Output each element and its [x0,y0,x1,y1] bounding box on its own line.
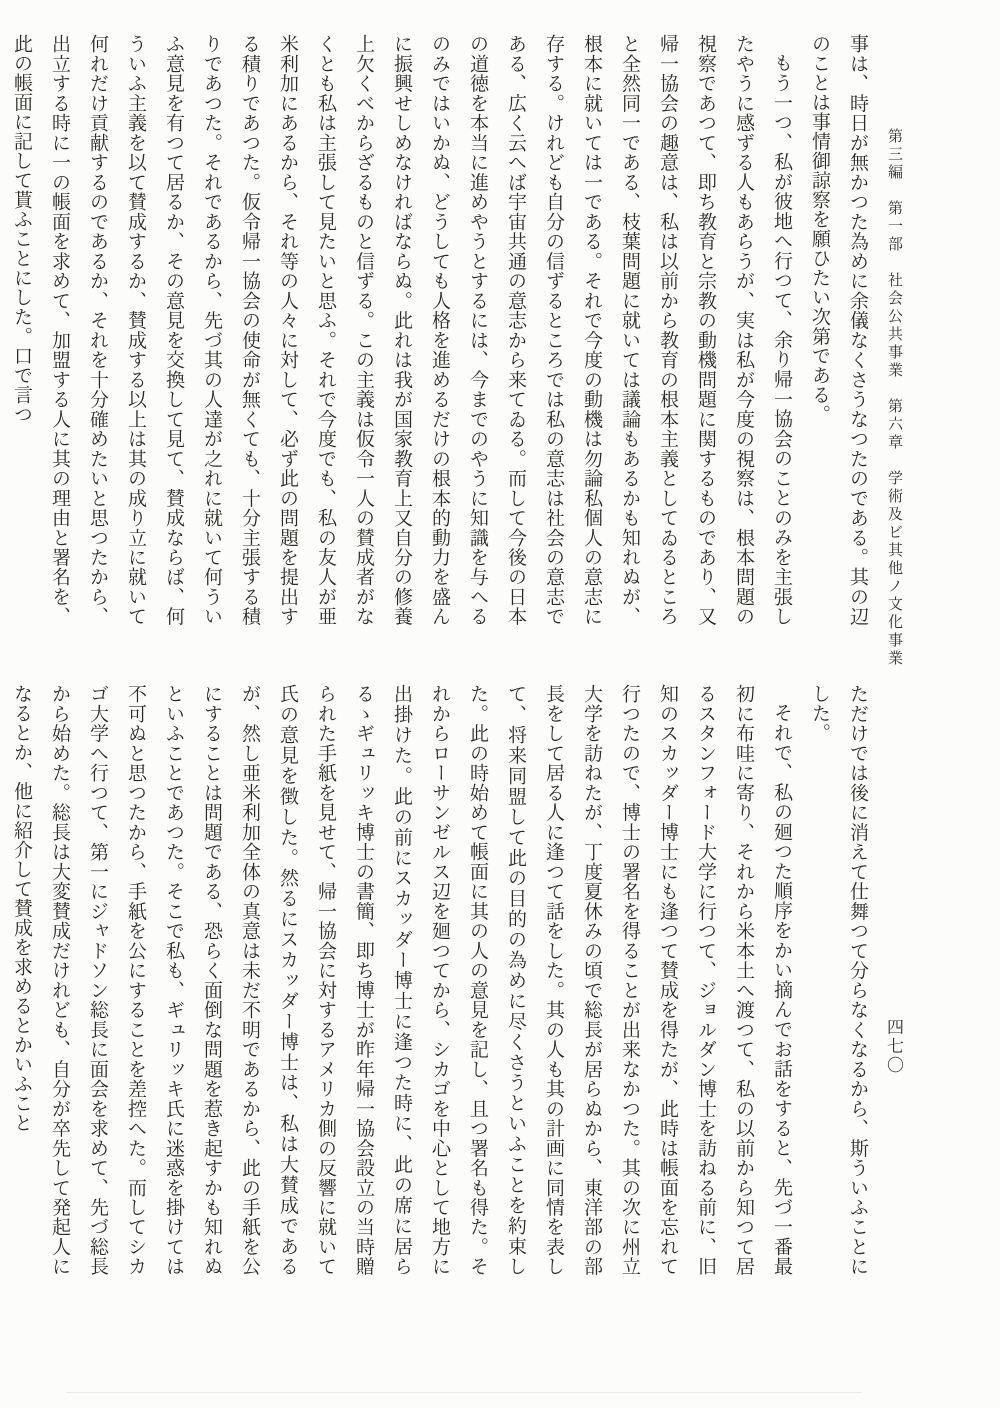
paragraph-continuation: 事は、時日が無かつた為めに余儀なくさうなつたのである。其の辺のことは事情御諒察を願ひたい次第である。 [809,34,868,626]
page-number: 四七〇 [884,1018,903,1075]
paragraph: それで、私の廻つた順序をかい摘んでお話をすると、先づ一番最初に布哇に寄り、それから米本土へ渡つて、私の以前から知つて居るスタンフォード大学に行つて、ジョルダン博士を訪ねる前に、旧知のスカッダー博士にも逢つて賛成を得たが、此時は帳面を忘れて行つたので、博士の署名を得ることが出来なかつた。其の次に州立大学を訪ねたが、丁度夏休みの頃で総長が居らぬから、東洋部の部長をして居る人に逢つて話をした。其の人も其の計画に同情を表して、将来同盟して此の目的の為めに尽くさうといふことを約束した。此の時始めて帳面に其の人の意見を記し、且つ署名も得た。それからローサンゼルス辺を廻つてから、シカゴを中心として地方に出掛けた。此の前にスカッダー博士に逢つた時に、此の席に居らるゝギュリッキ博士の書簡、即ち博士が昨年帰一協会設立の当時贈られた手紙を見せて、帰一協会に対するアメリカ側の反響に就いて氏の意見を徴した。然るにスカッダー博士は、私は大賛成であるが、然し亜米利加全体の真意は未だ不明であるから、此の手紙を公にすることは問題である、恐らく面倒な問題を惹き起すかも知れぬといふことであつた。そこで私も、ギュリッキ氏に迷惑を掛けては不可ぬと思つたから、手紙を公にすることを差控へた。而してシカゴ大学へ行つて、第一にジャドソン総長に面会を求めて、先づ総長から始めた。総長は大変賛成だけれども、自分が卒先して発起人になるとか、他に紹介して賛成を求めるとかいふこと [11,684,792,1277]
running-header: 第三編 第一部 社会公共事業 第六章 学術及ビ其他ノ文化事業 [886,128,902,668]
paragraph-continuation: ただけでは後に消えて仕舞つて分らなくなるから、斯ういふことにした。 [809,684,868,1276]
text-section-top [11,34,876,627]
paragraph: もう一つ、私が彼地へ行つて、余り帰一協会のことのみを主張したやうに感ずる人もあらうが、実は私が今度の視察は、根本問題の視察であつて、即ち教育と宗教の動機問題に関するものであり、又帰一協会の趣意は、私は以前から教育の根本主義としてゐるところと全然同一である、枝葉問題に就いては議論もあるかも知れぬが、根本に就いては一である。それで今度の動機は勿論私個人の意志に存する。けれども自分の信ずるところでは私の意志は社会の意志である、広く云へば宇宙共通の意志から来てゐる。而して今後の日本の道徳を本当に進めやうとするには、今までのやうに知識を与へるのみではいかぬ、どうしても人格を進めるだけの根本的動力を盛んに振興せしめなければならぬ。此れは我が国家教育上又自分の修養上欠くべからざるものと信ずる。この主義は仮令一人の賛成者がなくとも私は主張して見たいと思ふ。それで今度でも、私の友人が亜米利加にあるから、それ等の人々に対して、必ず此の問題を提出する積りであつた。仮令帰一協会の使命が無くても、十分主張する積りであつた。それであるから、先づ其の人達が之れに就いて何ういふ意見を有つて居るか、その意見を交換して見て、賛成ならば、何ういふ主義を以て賛成するか、賛成する以上は其の成り立に就いて何れだけ貢献するのであるか、それを十分確めたいと思つたから、出立する時に一の帳面を求めて、加盟する人に其の理由と署名を、此の帳面に記して貰ふことにした。口で言つ [11,34,792,627]
text-section-bottom [11,684,876,1277]
scan-artifact-line [66,1392,862,1393]
